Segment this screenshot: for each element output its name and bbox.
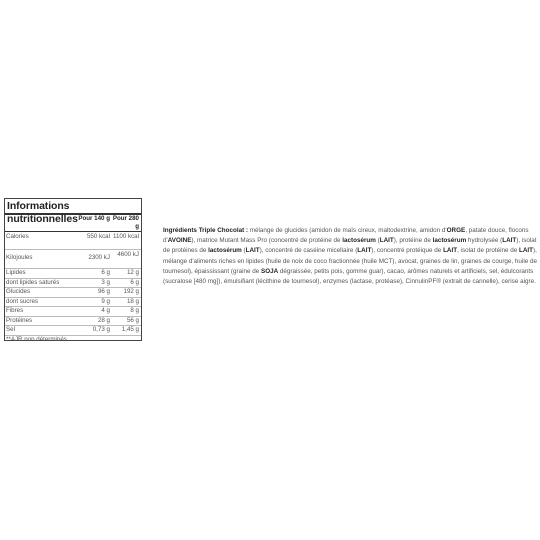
nutrient-value-140: 4 g [101, 307, 110, 314]
nutrient-label: Sel [6, 326, 15, 333]
nutrient-value-280: 1100 kcal [112, 233, 139, 240]
nutrient-value-140: 0,73 g [92, 326, 110, 333]
ingredient-text: ), mélange d'aliments riches en lipides (huile de noix de coco fractionnée (huile MCT), avocat, graines de lin, graines de courge, huile de tournesol), épaississant (graine de [163, 247, 537, 275]
allergen-highlight: LAIT [357, 247, 372, 255]
ingredient-text: ), matrice Mutant Mass Pro (concentré de protéine de [191, 237, 343, 245]
allergen-highlight: LAIT [502, 237, 517, 245]
nutrient-label: dont sucres [6, 297, 38, 305]
nutrient-label: Fibres [6, 307, 24, 314]
ingredient-text: , isolat de protéine de [457, 247, 520, 255]
allergen-highlight: ORGE [446, 227, 466, 234]
nutrient-label: Calories [6, 233, 29, 240]
ingredients-text [163, 226, 537, 287]
nutrient-value-280: 8 g [130, 307, 139, 314]
nutrition-title: Informations nutritionnelles [5, 199, 141, 215]
ingredient-text: ( [375, 237, 380, 245]
nutrient-value-280: 6 g [130, 278, 139, 286]
nutrient-value-140: 550 kcal [86, 233, 110, 240]
allergen-highlight: AVOINE [167, 237, 192, 245]
ingredient-text: ( [241, 247, 246, 255]
nutrient-value-140: 2300 kJ [88, 254, 110, 261]
header-per-280g: Pour 280 g [112, 215, 139, 230]
nutrient-value-280: 1,45 g [121, 326, 139, 333]
nutrient-value-140: 9 g [101, 297, 110, 305]
nutrition-row-sucres [5, 297, 141, 307]
allergen-highlight: lactosérum [208, 247, 242, 255]
ingredient-text: ), protéine de [393, 237, 433, 245]
ingredient-text: dégraissée, petits pois, gomme guar), cacao, arômes naturels et artificiels, sel, édulcorants (sucralose [480 mg]), émulsifiant (lécithine de tournesol), enzymes (lactase, protéase), CinnulinPF® (extrait de cannelle), cerise aigre. [163, 267, 536, 286]
nutrition-row-fibres [5, 306, 141, 316]
nutrient-value-280: 4600 kJ [117, 251, 139, 258]
allergen-highlight: SOJA [261, 267, 279, 275]
nutrition-row-sel [5, 325, 141, 335]
nutrition-row-calories [5, 232, 141, 249]
ingredients-list [163, 227, 537, 285]
nutrient-label: Glucides [6, 288, 31, 295]
nutrient-value-140: 28 g [97, 316, 110, 324]
allergen-highlight: lactosérum [432, 237, 467, 245]
ingredient-text: ), concentré protéique de [371, 247, 444, 255]
nutrient-value-280: 192 g [123, 288, 139, 295]
allergen-highlight: LAIT [379, 237, 394, 245]
nutrient-value-280: 12 g [126, 269, 139, 276]
nutrition-row-lipides-satures [5, 278, 141, 288]
nutrient-label: Kilojoules [6, 254, 33, 261]
ingredient-text: mélange de glucides (amidon de maïs cireux, maltodextrine, amidon d' [248, 227, 447, 234]
nutrition-row-glucides [5, 287, 141, 297]
nutrient-label: Protéines [6, 316, 33, 324]
allergen-highlight: LAIT [443, 247, 458, 255]
nutrient-label: Lipides [6, 269, 26, 276]
nutrition-row-kilojoules [5, 249, 141, 268]
nutrition-footnote: **AJR non déterminés [5, 335, 141, 344]
allergen-highlight: LAIT [245, 247, 260, 255]
ingredient-text: ), concentré de caséine micellaire ( [259, 247, 358, 255]
ingredient-text: ), isolat de protéines de [163, 237, 537, 255]
nutrition-row-proteines [5, 316, 141, 326]
nutrition-row-lipides [5, 268, 141, 278]
ingredient-text: , patate douce, flocons d' [163, 227, 529, 245]
nutrition-header [5, 215, 141, 232]
allergen-highlight: lactosérum [342, 237, 376, 245]
nutrient-value-140: 6 g [101, 269, 110, 276]
allergen-highlight: LAIT [519, 247, 534, 255]
ingredients-label: Ingrédients Triple Chocolat : [163, 227, 249, 234]
ingredient-text: hydrolysée ( [466, 237, 503, 245]
nutrient-value-280: 18 g [126, 297, 139, 305]
nutrient-value-280: 56 g [126, 316, 139, 324]
nutrient-value-140: 3 g [101, 278, 110, 286]
nutrition-table [4, 198, 142, 341]
nutrient-value-140: 96 g [97, 288, 110, 295]
header-per-140g: Pour 140 g [78, 215, 110, 222]
nutrient-label: dont lipides saturés [6, 278, 60, 286]
